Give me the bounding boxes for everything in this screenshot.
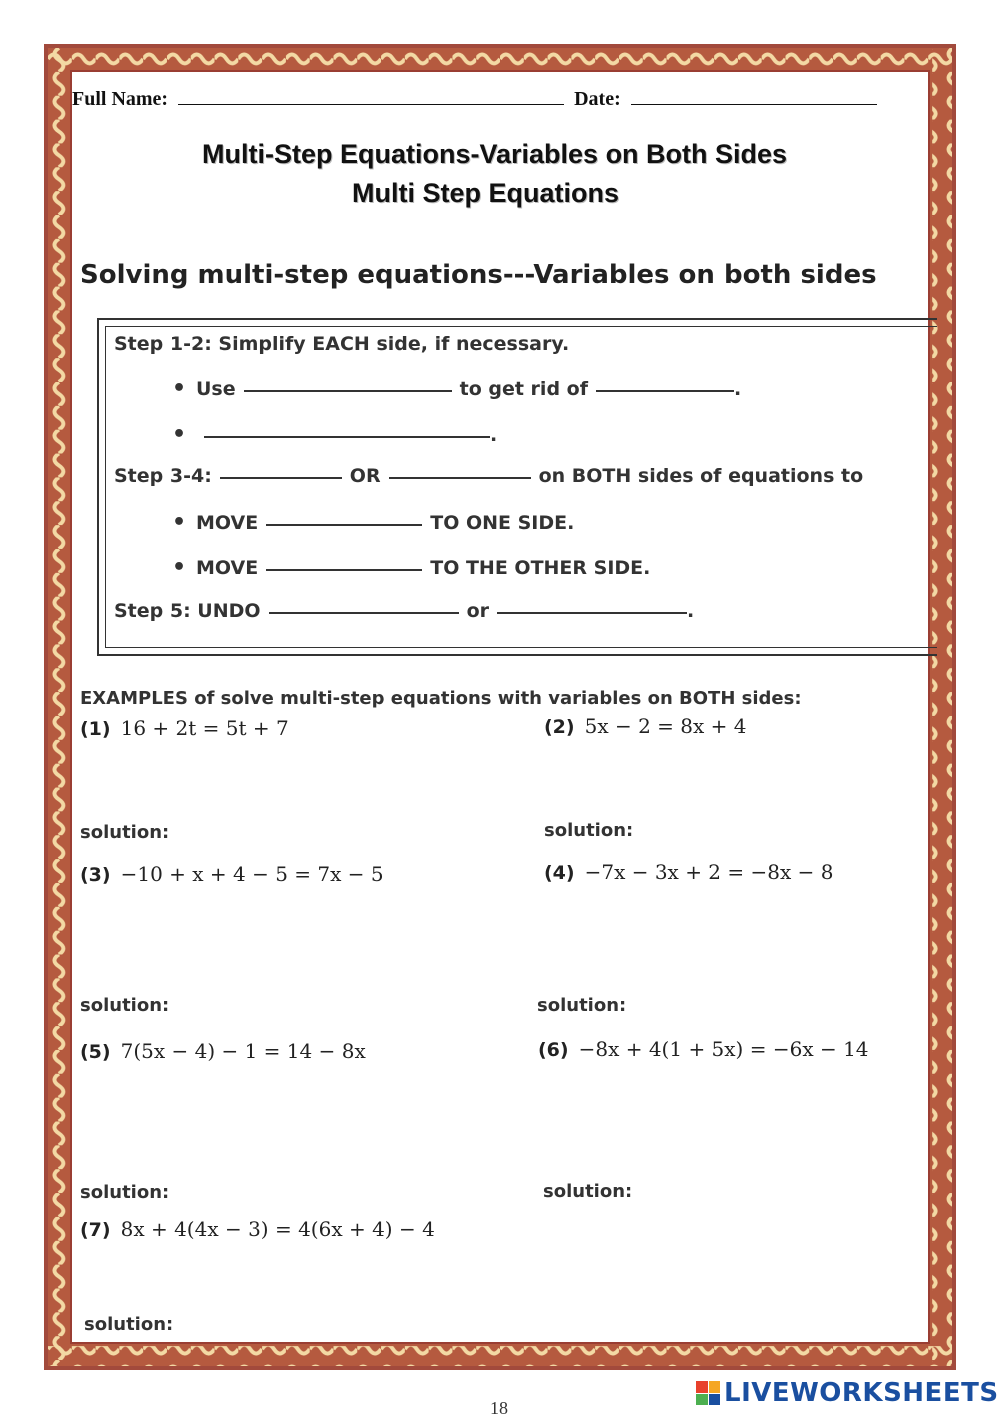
- date-blank[interactable]: [631, 103, 877, 105]
- solution-label-2: solution:: [544, 820, 634, 841]
- blank-move-1[interactable]: [266, 524, 422, 526]
- example-3: [80, 862, 384, 886]
- example-6: [538, 1037, 869, 1061]
- bullet-blank-line: [172, 422, 497, 447]
- blank-undo-a[interactable]: [269, 612, 459, 614]
- example-number: (4): [544, 862, 575, 884]
- example-1: [80, 716, 289, 740]
- solution-label-4: solution:: [537, 995, 627, 1016]
- period: .: [687, 600, 695, 622]
- step-5-label: Step 5: UNDO: [114, 600, 261, 622]
- equation-text: 8x + 4(4x − 3) = 4(6x + 4) − 4: [120, 1217, 435, 1241]
- example-number: (2): [544, 716, 575, 738]
- step-3-4-tail: on BOTH sides of equations to: [538, 465, 864, 487]
- example-7: [80, 1217, 435, 1241]
- step-5-line: [114, 600, 694, 622]
- name-date-header: [72, 88, 877, 111]
- equation-text: −10 + x + 4 − 5 = 7x − 5: [120, 862, 384, 886]
- equation-text: 5x − 2 = 8x + 4: [584, 714, 747, 738]
- equation-text: −7x − 3x + 2 = −8x − 8: [584, 860, 834, 884]
- period: .: [490, 424, 498, 446]
- liveworksheets-logo: [696, 1378, 999, 1408]
- bullet-icon: •: [172, 422, 187, 447]
- blank-move-2[interactable]: [266, 569, 422, 571]
- to-one-side-text: TO ONE SIDE.: [430, 512, 575, 534]
- blank-step34-a[interactable]: [220, 477, 342, 479]
- solution-label-6: solution:: [543, 1181, 633, 1202]
- move-text: MOVE: [196, 512, 259, 534]
- example-number: (5): [80, 1041, 111, 1063]
- use-text: Use: [196, 378, 236, 400]
- example-2: [544, 714, 746, 738]
- get-rid-of-text: to get rid of: [459, 378, 588, 400]
- bullet-use-line: [172, 376, 741, 401]
- solution-label-1: solution:: [80, 822, 170, 843]
- solution-label-7: solution:: [84, 1314, 174, 1335]
- solution-label-3: solution:: [80, 995, 170, 1016]
- period: .: [733, 378, 742, 400]
- liveworksheets-logo-icon: [696, 1381, 720, 1405]
- to-other-side-text: TO THE OTHER SIDE.: [430, 557, 651, 579]
- examples-heading: EXAMPLES of solve multi-step equations with variables on BOTH sides:: [80, 688, 802, 709]
- liveworksheets-brand-text: LIVEWORKSHEETS: [724, 1378, 999, 1408]
- equation-text: 16 + 2t = 5t + 7: [120, 716, 289, 740]
- bullet-icon: •: [172, 555, 187, 580]
- example-number: (6): [538, 1039, 569, 1061]
- solution-label-5: solution:: [80, 1182, 170, 1203]
- or-text: or: [466, 600, 489, 622]
- step-1-2-line: [114, 333, 569, 355]
- equation-text: −8x + 4(1 + 5x) = −6x − 14: [578, 1037, 869, 1061]
- full-name-blank[interactable]: [178, 103, 564, 105]
- page-number: 18: [490, 1398, 508, 1418]
- example-number: (7): [80, 1219, 111, 1241]
- example-4: [544, 860, 833, 884]
- or-text: OR: [349, 465, 381, 487]
- blank-undo-b[interactable]: [497, 612, 687, 614]
- blank-use[interactable]: [244, 390, 452, 392]
- worksheet-title: Multi-Step Equations-Variables on Both Sides: [202, 139, 788, 169]
- step-3-4-line: [114, 465, 863, 487]
- bullet-icon: •: [172, 376, 187, 401]
- blank-step34-b[interactable]: [389, 477, 531, 479]
- date-label: Date:: [574, 88, 621, 110]
- move-text: MOVE: [196, 557, 259, 579]
- blank-bullet-2[interactable]: [204, 436, 490, 438]
- full-name-label: Full Name:: [72, 88, 169, 110]
- worksheet-subtitle: Multi Step Equations: [352, 178, 619, 208]
- bullet-icon: •: [172, 510, 187, 535]
- blank-get-rid-of[interactable]: [596, 390, 734, 392]
- equation-text: 7(5x − 4) − 1 = 14 − 8x: [120, 1039, 366, 1063]
- section-heading: Solving multi-step equations---Variables on both sides: [80, 260, 877, 290]
- example-number: (1): [80, 718, 111, 740]
- example-number: (3): [80, 864, 111, 886]
- move-one-side-line: [172, 510, 574, 535]
- step-1-2-label: Step 1-2: Simplify EACH side, if necessary.: [114, 333, 570, 355]
- step-3-4-label: Step 3-4:: [114, 465, 212, 487]
- move-other-side-line: [172, 555, 650, 580]
- example-5: [80, 1039, 366, 1063]
